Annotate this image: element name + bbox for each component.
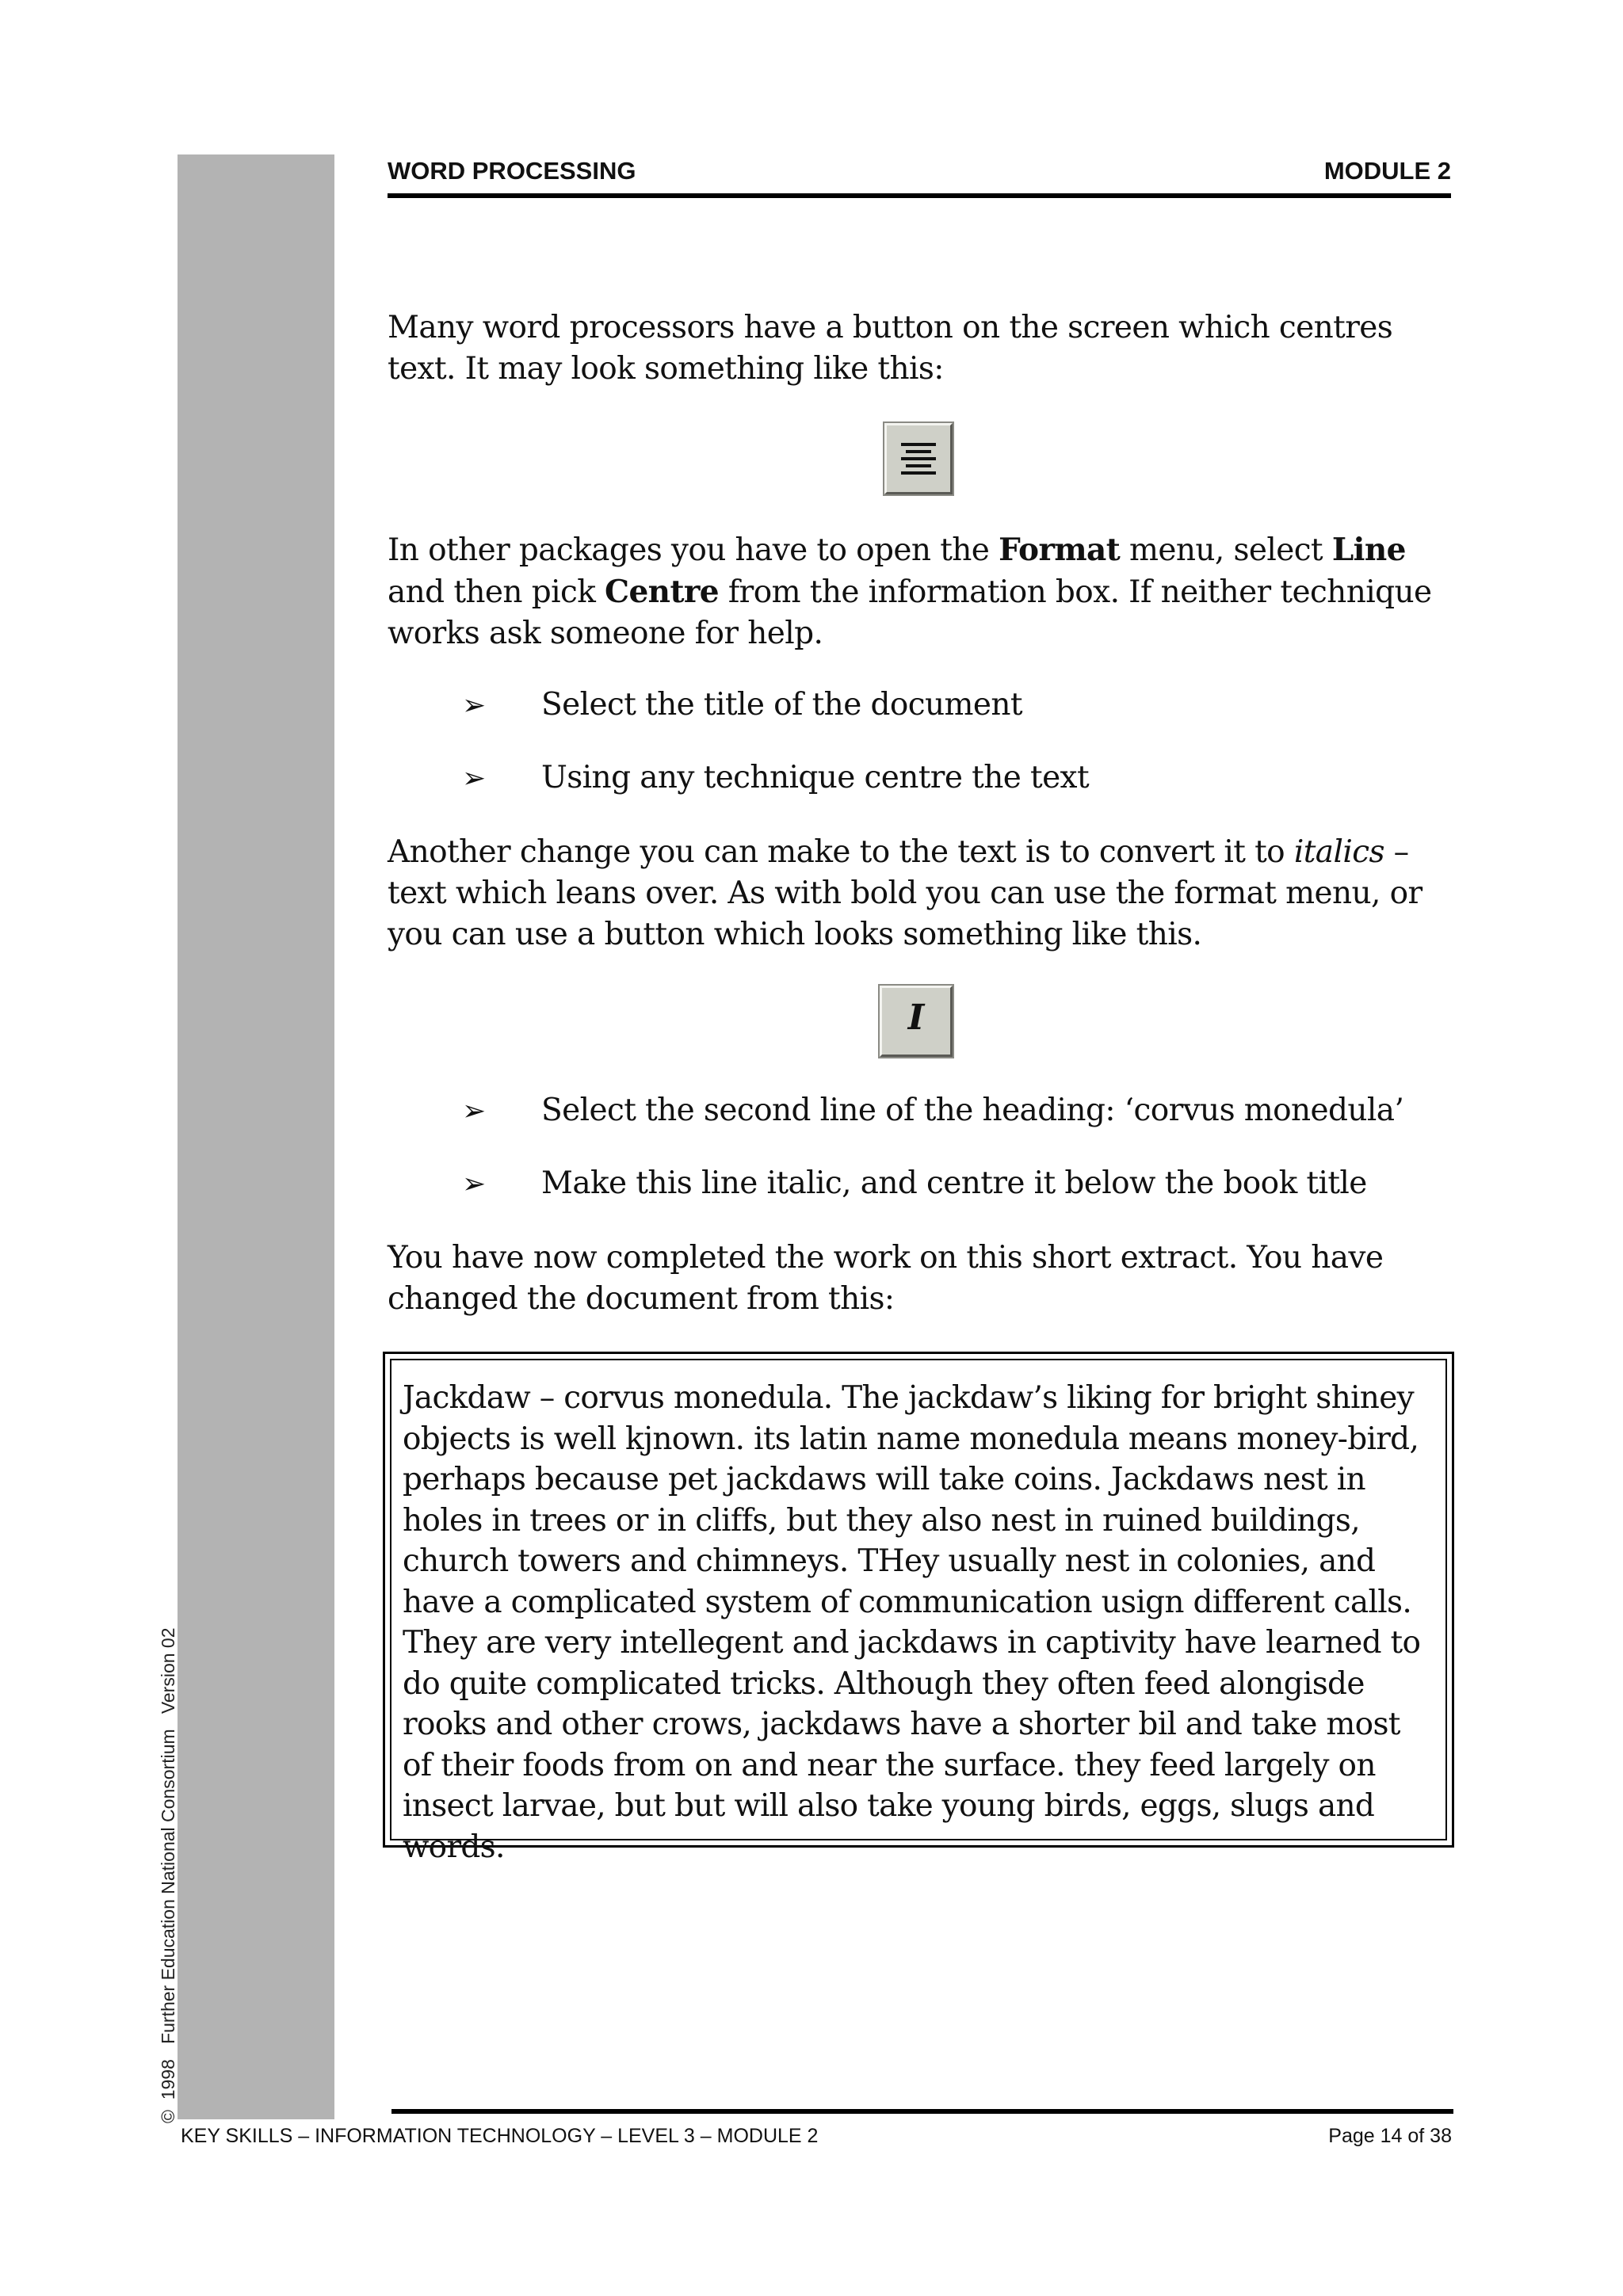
text-run: – text which leans over. As with bold you can use the format menu, or you can use a button which looks something like this. bbox=[388, 834, 1423, 952]
arrow-bullet-icon: ➢ bbox=[462, 689, 486, 722]
intro-paragraph: Many word processors have a button on the screen which centres text. It may look something like this: bbox=[388, 310, 1393, 387]
list-item-text: Using any technique centre the text bbox=[541, 760, 1090, 795]
arrow-bullet-icon: ➢ bbox=[462, 1168, 486, 1200]
extract-box bbox=[383, 1352, 1454, 1865]
list-item-text: Select the title of the document bbox=[541, 687, 1022, 723]
line-term: Line bbox=[1331, 532, 1406, 568]
completion-paragraph: You have now completed the work on this short extract. You have changed the document from this: bbox=[388, 1240, 1384, 1317]
margin-bar bbox=[178, 154, 334, 2119]
align-center-icon bbox=[884, 423, 953, 494]
header-title: WORD PROCESSING bbox=[388, 157, 636, 185]
text-run: In other packages you have to open the bbox=[388, 532, 999, 568]
extract-text: Jackdaw – corvus monedula. The jackdaw’s liking for bright shiney objects is well kjnown. its latin name monedula means money-bird, perhaps because pet jackdaws will take coins. Jackdaws nest in holes in trees or in cliffs, but they also nest in ruined buildings, church towers and chimneys. THey usually nest in colonies, and have a complicated system of communication usign different calls. They are very intellegent and jackdaws in captivity have learned to do quite complicated tricks. Although they often feed alongisde rooks and other crows, jackdaws have a shorter bil and take most of their foods from on and near the surface. they feed largely on insect larvae, but but will also take young birds, eggs, slugs and words. bbox=[390, 1359, 1447, 1840]
footer-rule bbox=[391, 2109, 1453, 2114]
italics-term: italics bbox=[1293, 834, 1384, 870]
italic-icon bbox=[880, 986, 953, 1057]
text-run: Another change you can make to the text is to convert it to bbox=[388, 834, 1294, 870]
text-run: menu, select bbox=[1120, 532, 1332, 568]
centre-term: Centre bbox=[605, 574, 720, 610]
header-module: MODULE 2 bbox=[1323, 157, 1451, 185]
align-center-icon-glyph bbox=[887, 425, 950, 492]
list-item-text: Select the second line of the heading: ‘corvus monedula’ bbox=[541, 1093, 1404, 1128]
page-header bbox=[388, 157, 1451, 185]
list-item bbox=[462, 1163, 1367, 1205]
italics-paragraph bbox=[388, 832, 1451, 955]
italic-icon-glyph: I bbox=[907, 997, 925, 1038]
text-run: from the information box. If neither technique works ask someone for help. bbox=[388, 574, 1432, 651]
header-rule bbox=[388, 193, 1451, 198]
arrow-bullet-icon: ➢ bbox=[462, 1095, 486, 1127]
format-term: Format bbox=[999, 532, 1121, 568]
list-item bbox=[462, 685, 1022, 727]
list-item bbox=[462, 757, 1089, 799]
arrow-bullet-icon: ➢ bbox=[462, 762, 486, 795]
copyright-notice: © 1998 Further Education National Consortium Version 02 bbox=[158, 1627, 178, 2123]
list-item-text: Make this line italic, and centre it below the book title bbox=[541, 1165, 1367, 1201]
footer-course: KEY SKILLS – INFORMATION TECHNOLOGY – LEVEL 3 – MODULE 2 bbox=[181, 2125, 819, 2147]
text-run: and then pick bbox=[388, 574, 605, 610]
format-paragraph bbox=[388, 529, 1451, 654]
page-number: Page 14 of 38 bbox=[1328, 2125, 1452, 2147]
list-item bbox=[462, 1090, 1403, 1132]
